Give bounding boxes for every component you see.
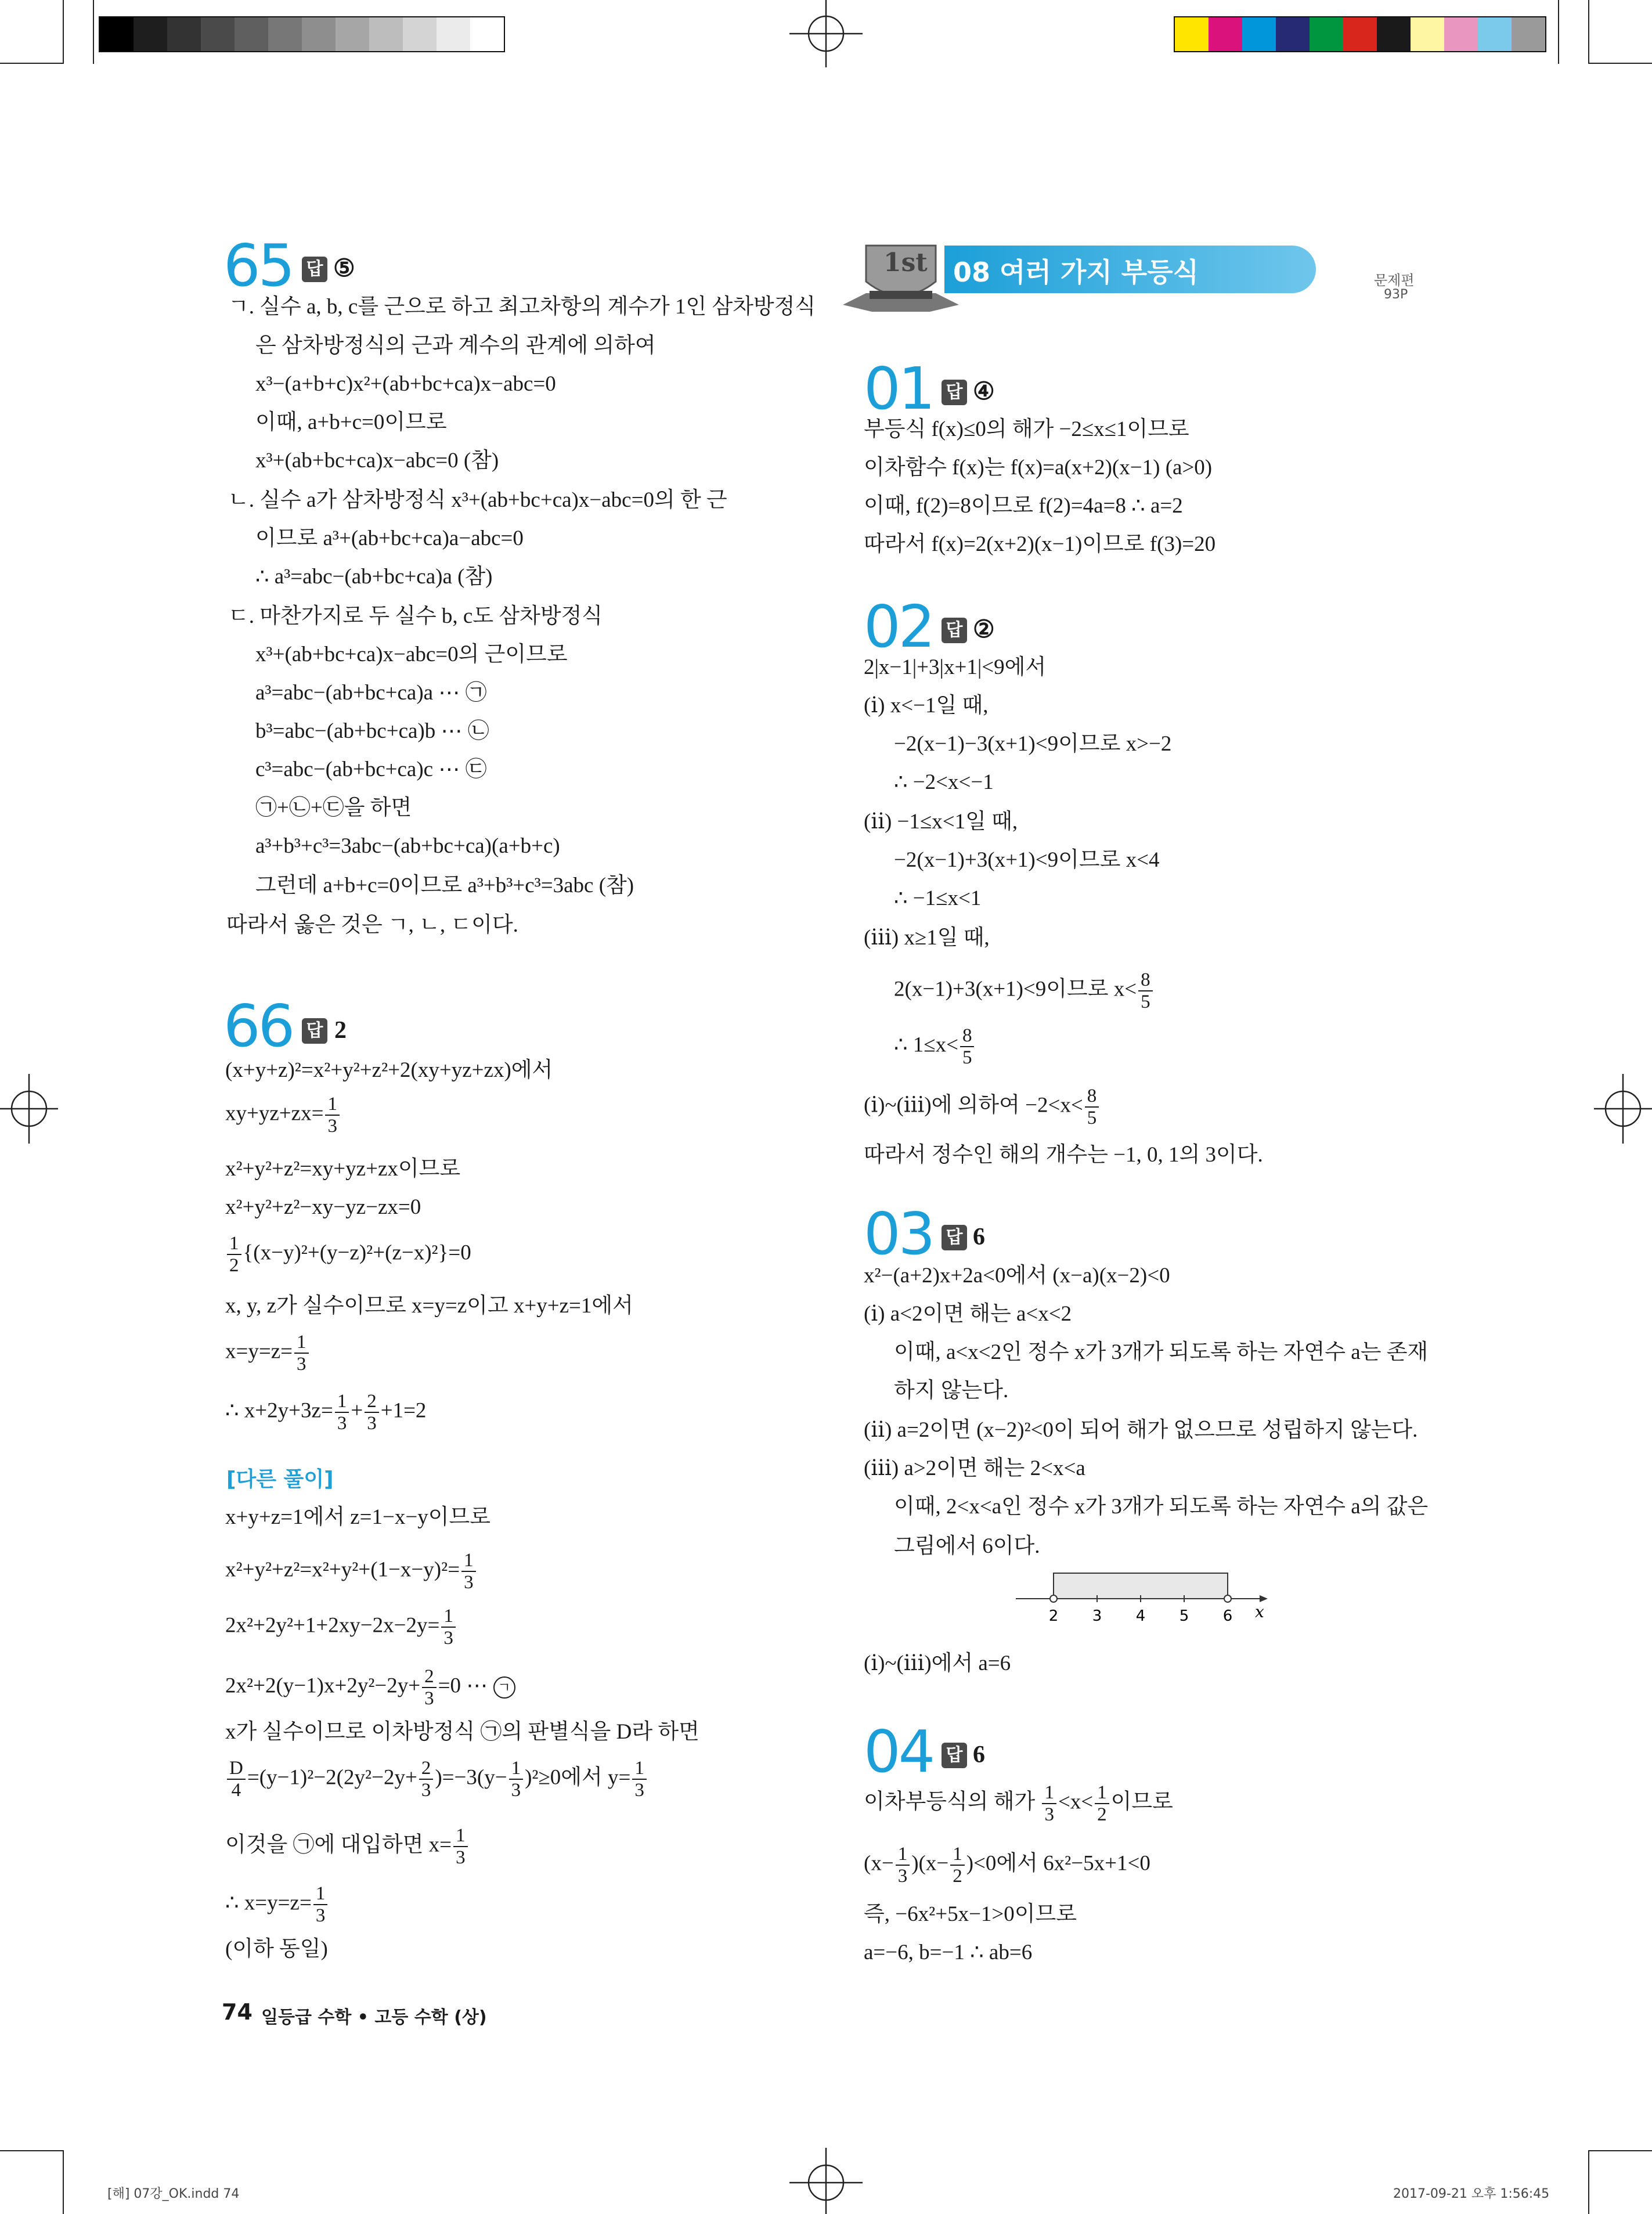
fraction: $\frac{8}{5}$ bbox=[1138, 969, 1153, 1012]
fraction: $\frac{D}{4}$ bbox=[227, 1758, 246, 1801]
fraction: $\frac{1}{3}$ bbox=[325, 1094, 340, 1137]
fraction: $\frac{1}{2}$ bbox=[1095, 1782, 1109, 1825]
answer-label: 답 bbox=[942, 618, 967, 643]
solution-line: ∴ a³=abc−(ab+bc+ca)a (참) bbox=[255, 565, 493, 589]
solution-line: c³=abc−(ab+bc+ca)c ⋯ ㉢ bbox=[255, 758, 487, 781]
section-ref-page: 93P bbox=[1384, 287, 1408, 302]
solution-line: (이하 동일) bbox=[225, 1937, 328, 1961]
fraction: $\frac{1}{3}$ bbox=[632, 1758, 647, 1801]
solution-line: ㄷ. 마찬가지로 두 실수 b, c도 삼차방정식 bbox=[228, 604, 603, 628]
fraction: $\frac{2}{3}$ bbox=[422, 1666, 437, 1709]
solution-line: x³−(a+b+c)x²+(ab+bc+ca)x−abc=0 bbox=[255, 372, 556, 396]
problem-number: 03 bbox=[864, 1200, 933, 1268]
answer-value: 2 bbox=[334, 1017, 347, 1044]
solution-line: x²+y²+z²=x²+y²+(1−x−y)²= $\frac{1}{3}$ bbox=[225, 1550, 478, 1593]
solution-line: (ⅰ) x<−1일 때, bbox=[864, 694, 989, 717]
solution-line: 따라서 정수인 해의 개수는 −1, 0, 1의 3이다. bbox=[864, 1143, 1263, 1167]
fraction: $\frac{8}{5}$ bbox=[960, 1025, 975, 1068]
answer-value: ② bbox=[973, 616, 995, 643]
solution-line: 이때, 2<x<a인 정수 x가 3개가 되도록 하는 자연수 a의 값은 bbox=[894, 1495, 1429, 1519]
solution-line: a³+b³+c³=3abc−(ab+bc+ca)(a+b+c) bbox=[255, 834, 560, 858]
registration-mark-top bbox=[778, 0, 874, 70]
crop-mark bbox=[0, 2150, 64, 2151]
registration-mark-bottom bbox=[778, 2148, 874, 2214]
solution-line: $\frac{1}{2}$ {(x−y)²+(y−z)²+(z−x)²}=0 bbox=[225, 1233, 471, 1276]
answer-value: 6 bbox=[973, 1224, 985, 1250]
solution-line: a=−6, b=−1 ∴ ab=6 bbox=[864, 1941, 1033, 1964]
solution-line: 따라서 옳은 것은 ㄱ, ㄴ, ㄷ이다. bbox=[226, 913, 518, 937]
axis-tick-label: 3 bbox=[1092, 1607, 1102, 1625]
crop-mark bbox=[1588, 63, 1652, 64]
fraction: $\frac{1}{2}$ bbox=[227, 1233, 241, 1276]
solution-line: ∴ −2<x<−1 bbox=[894, 770, 994, 794]
fraction: $\frac{1}{3}$ bbox=[896, 1844, 910, 1887]
solution-line: ㉠+㉡+㉢을 하면 bbox=[255, 796, 412, 820]
solution-line: 이차함수 f(x)는 f(x)=a(x+2)(x−1) (a>0) bbox=[864, 456, 1213, 479]
crop-mark bbox=[1588, 0, 1589, 64]
crop-mark bbox=[1558, 0, 1559, 64]
answer-value: ④ bbox=[973, 378, 995, 405]
solution-line: b³=abc−(ab+bc+ca)b ⋯ ㉡ bbox=[255, 719, 489, 743]
grayscale-calibration-bar bbox=[99, 16, 505, 52]
solution-line: ∴ x+2y+3z= $\frac{1}{3}$ + $\frac{2}{3}$ +1=2 bbox=[225, 1391, 427, 1434]
solution-line: 부등식 f(x)≤0의 해가 −2≤x≤1이므로 bbox=[864, 417, 1189, 441]
registration-mark-left bbox=[0, 1062, 64, 1155]
crop-mark bbox=[1588, 2150, 1652, 2151]
solution-line: $\frac{D}{4}$ =(y−1)²−2(2y²−2y+ $\frac{2}{3}$ )=−3(y− $\frac{1}{3}$ )²≥0에서 y= $\frac{1}{3}$ bbox=[225, 1758, 648, 1801]
solution-line: ㄱ. 실수 a, b, c를 근으로 하고 최고차항의 계수가 1인 삼차방정식 bbox=[228, 295, 816, 319]
solution-line: 2x²+2y²+1+2xy−2x−2y= $\frac{1}{3}$ bbox=[225, 1606, 457, 1649]
solution-line: 이때, a<x<2인 정수 x가 3개가 되도록 하는 자연수 a는 존재 bbox=[894, 1340, 1429, 1364]
solution-line: x=y=z= $\frac{1}{3}$ bbox=[225, 1332, 311, 1375]
solution-line: x가 실수이므로 이차방정식 ㉠의 판별식을 D라 하면 bbox=[225, 1720, 699, 1744]
crop-mark bbox=[1588, 2150, 1589, 2214]
problem-number: 66 bbox=[223, 992, 293, 1060]
problem-number: 02 bbox=[864, 593, 933, 661]
fraction: $\frac{1}{3}$ bbox=[1042, 1782, 1056, 1825]
fraction: $\frac{1}{3}$ bbox=[461, 1550, 476, 1593]
answer-label: 답 bbox=[942, 380, 967, 405]
solution-line: −2(x−1)+3(x+1)<9이므로 x<4 bbox=[894, 848, 1160, 872]
axis-variable-label: x bbox=[1255, 1602, 1264, 1621]
solution-line: 하지 않는다. bbox=[894, 1379, 1009, 1402]
solution-line: (ⅱ) −1≤x<1일 때, bbox=[864, 810, 1018, 834]
solution-line: x²+y²+z²−xy−yz−zx=0 bbox=[225, 1195, 421, 1219]
solution-line: 이차부등식의 해가 $\frac{1}{3}$ <x< $\frac{1}{2}$ 이므로 bbox=[864, 1782, 1173, 1825]
file-info: [해] 07강_OK.indd 74 bbox=[107, 2187, 240, 2201]
solution-line: ∴ 1≤x< $\frac{8}{5}$ bbox=[894, 1025, 976, 1068]
fraction: $\frac{1}{3}$ bbox=[441, 1606, 456, 1649]
solution-line: x+y+z=1에서 z=1−x−y이므로 bbox=[225, 1505, 491, 1529]
solution-line: a³=abc−(ab+bc+ca)a ⋯ ㉠ bbox=[255, 681, 487, 705]
solution-line: (x− $\frac{1}{3}$ )(x− $\frac{1}{2}$ )<0에서 6x²−5x+1<0 bbox=[864, 1844, 1150, 1887]
fraction: $\frac{1}{3}$ bbox=[313, 1883, 328, 1926]
solution-line: ∴ −1≤x<1 bbox=[894, 886, 982, 910]
fraction: $\frac{2}{3}$ bbox=[365, 1391, 379, 1434]
solution-line: ㄴ. 실수 a가 삼차방정식 x³+(ab+bc+ca)x−abc=0의 한 근 bbox=[228, 488, 727, 512]
crop-mark bbox=[63, 0, 64, 64]
answer-label: 답 bbox=[302, 1018, 327, 1044]
fraction: $\frac{1}{3}$ bbox=[509, 1758, 524, 1801]
fraction: $\frac{2}{3}$ bbox=[419, 1758, 434, 1801]
solution-line: x²+y²+z²=xy+yz+zx이므로 bbox=[225, 1157, 461, 1181]
solution-line: (ⅲ) a>2이면 해는 2<x<a bbox=[864, 1456, 1085, 1480]
solution-line: xy+yz+zx= $\frac{1}{3}$ bbox=[225, 1094, 341, 1137]
solution-line: x²−(a+2)x+2a<0에서 (x−a)(x−2)<0 bbox=[864, 1264, 1170, 1288]
fraction: $\frac{1}{3}$ bbox=[294, 1332, 309, 1375]
axis-tick-label: 5 bbox=[1179, 1607, 1189, 1625]
solution-line: (ⅰ)~(ⅲ)에서 a=6 bbox=[864, 1652, 1011, 1675]
problem-number: 01 bbox=[864, 355, 933, 423]
answer-label: 답 bbox=[942, 1743, 967, 1768]
solution-line: 이때, f(2)=8이므로 f(2)=4a=8 ∴ a=2 bbox=[864, 494, 1183, 518]
registration-mark-right bbox=[1588, 1062, 1652, 1155]
crop-mark bbox=[63, 2150, 64, 2214]
section-ref-label: 문제편 bbox=[1374, 272, 1415, 289]
answer-label: 답 bbox=[942, 1225, 967, 1250]
solution-line: ∴ x=y=z= $\frac{1}{3}$ bbox=[225, 1883, 329, 1926]
book-title: 일등급 수학 • 고등 수학 (상) bbox=[261, 2007, 487, 2028]
axis-tick-label: 2 bbox=[1048, 1607, 1059, 1625]
solution-line: 그런데 a+b+c=0이므로 a³+b³+c³=3abc (참) bbox=[255, 874, 634, 897]
solution-line: (x+y+z)²=x²+y²+z²+2(xy+yz+zx)에서 bbox=[225, 1058, 553, 1082]
solution-line: −2(x−1)−3(x+1)<9이므로 x>−2 bbox=[894, 732, 1172, 756]
problem-number: 04 bbox=[864, 1718, 933, 1786]
fraction: $\frac{8}{5}$ bbox=[1085, 1086, 1099, 1128]
solution-line: 이때, a+b+c=0이므로 bbox=[255, 410, 447, 434]
solution-line: 이므로 a³+(ab+bc+ca)a−abc=0 bbox=[255, 527, 524, 550]
crop-mark bbox=[93, 0, 94, 64]
number-line-diagram bbox=[1016, 1567, 1277, 1631]
answer-value: ⑤ bbox=[333, 255, 355, 282]
solution-line: 은 삼차방정식의 근과 계수의 관계에 의하여 bbox=[255, 334, 656, 358]
color-calibration-bar bbox=[1174, 16, 1546, 52]
solution-line: x, y, z가 실수이므로 x=y=z이고 x+y+z=1에서 bbox=[225, 1294, 633, 1318]
solution-line: 따라서 f(x)=2(x+2)(x−1)이므로 f(3)=20 bbox=[864, 532, 1216, 556]
problem-number: 65 bbox=[223, 232, 293, 300]
solution-line: 그림에서 6이다. bbox=[894, 1534, 1040, 1558]
section-header bbox=[843, 235, 1452, 316]
page-number: 74 bbox=[222, 1999, 253, 2025]
axis-tick-label: 4 bbox=[1135, 1607, 1146, 1625]
solution-line: 이것을 ㉠에 대입하면 x= $\frac{1}{3}$ bbox=[225, 1825, 470, 1868]
solution-line: (ⅰ)~(ⅲ)에 의하여 −2<x< $\frac{8}{5}$ bbox=[864, 1086, 1101, 1128]
print-timestamp: 2017-09-21 오후 1:56:45 bbox=[1393, 2187, 1550, 2201]
axis-tick-label: 6 bbox=[1222, 1607, 1233, 1625]
solution-line: 2x²+2(y−1)x+2y²−2y+ $\frac{2}{3}$ =0 ⋯ ㄱ bbox=[225, 1666, 515, 1709]
solution-line: 2(x−1)+3(x+1)<9이므로 x< $\frac{8}{5}$ bbox=[894, 969, 1155, 1012]
fraction: $\frac{1}{3}$ bbox=[335, 1391, 349, 1434]
crop-mark bbox=[0, 63, 64, 64]
fraction: $\frac{1}{2}$ bbox=[950, 1844, 965, 1887]
solution-line: x³+(ab+bc+ca)x−abc=0의 근이므로 bbox=[255, 643, 568, 666]
solution-line: 2|x−1|+3|x+1|<9에서 bbox=[864, 655, 1047, 679]
section-title: 08 여러 가지 부등식 bbox=[953, 257, 1199, 288]
solution-line: x³+(ab+bc+ca)x−abc=0 (참) bbox=[255, 449, 499, 473]
solution-line: (ⅰ) a<2이면 해는 a<x<2 bbox=[864, 1302, 1072, 1326]
solution-line: (ⅱ) a=2이면 (x−2)²<0이 되어 해가 없으므로 성립하지 않는다. bbox=[864, 1418, 1418, 1442]
solution-line: 즉, −6x²+5x−1>0이므로 bbox=[864, 1902, 1077, 1926]
answer-label: 답 bbox=[302, 257, 327, 282]
alternative-solution-label: [다른 풀이] bbox=[226, 1467, 334, 1491]
section-badge-text: 1st bbox=[883, 248, 928, 277]
fraction: $\frac{1}{3}$ bbox=[453, 1825, 468, 1868]
answer-value: 6 bbox=[973, 1741, 985, 1768]
solution-line: (ⅲ) x≥1일 때, bbox=[864, 926, 990, 950]
